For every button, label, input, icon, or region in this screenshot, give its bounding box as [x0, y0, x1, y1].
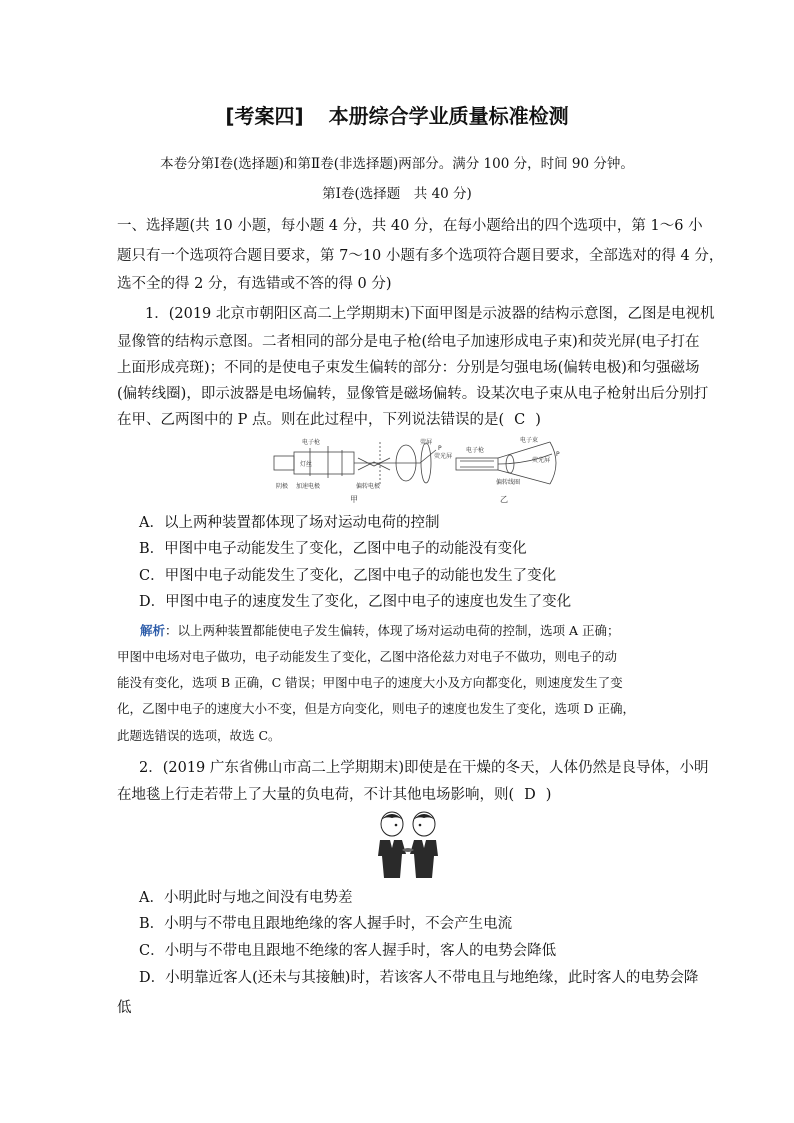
q1-analysis-line: 能没有变化，选项 B 正确，C 错误；甲图中电子的速度大小及方向都变化，则速度发生了变 — [117, 675, 623, 690]
q1-option-a: A．以上两种装置都体现了场对运动电荷的控制 — [139, 515, 440, 531]
jia-label-cathode: 阴极 — [276, 483, 289, 490]
jia-label-p: P — [438, 445, 442, 452]
q1-stem-line — [117, 410, 683, 430]
q1-analysis-line — [140, 622, 706, 640]
analysis-label: 解析 — [140, 623, 166, 638]
q2-option-a: A．小明此时与地之间没有电势差 — [139, 890, 353, 906]
q2-option-d-continued: 低 — [117, 1000, 132, 1016]
q2-stem-text: 在地毯上行走若带上了大量的负电荷，不计其他电场影响，则( — [117, 787, 515, 803]
title-bracket: [考案四] — [225, 104, 304, 128]
q2-stem-line: 2．(2019 广东省佛山市高二上学期期末)即使是在干燥的冬天，人体仍然是良导体，小明 — [139, 760, 709, 776]
instructions-line: 题只有一个选项符合题目要求，第 7～10 小题有多个选项符合题目要求，全部选对的得 4 分， — [117, 248, 724, 264]
q1-answer: C — [514, 412, 526, 428]
title-main: 本册综合学业质量标准检测 — [328, 104, 569, 128]
yi-label-coil: 偏转线圈 — [496, 479, 521, 486]
q1-option-c: C．甲图中电子动能发生了变化，乙图中电子的动能也发生了变化 — [139, 568, 557, 584]
q1-close-paren: ) — [535, 412, 541, 428]
q1-stem-line: (偏转线圈)，即示波器是电场偏转，显像管是磁场偏转。设某次电子束从电子枪射出后分别打 — [117, 386, 709, 402]
q1-stem-line: 上面形成亮斑)；不同的是使电子束发生偏转的部分：分别是匀强电场(偏转电极)和匀强磁场 — [117, 360, 700, 376]
handshake-illustration — [372, 810, 444, 880]
q1-figure — [270, 436, 570, 506]
yi-label-electron-gun: 电子枪 — [466, 447, 485, 454]
analysis-text: ：以上两种装置都能使电子发生偏转，体现了场对运动电荷的控制，选项 A 正确； — [165, 623, 620, 638]
figure-label-yi: 乙 — [500, 495, 508, 504]
jia-label-filament: 灯丝 — [300, 461, 313, 468]
jia-label-accel-electrode: 加速电极 — [296, 483, 321, 490]
instructions-line: 选不全的得 2 分，有选错或不答的得 0 分) — [117, 276, 392, 292]
yi-label-beam: 电子束 — [520, 437, 539, 444]
q1-stem-line: 显像管的结构示意图。二者相同的部分是电子枪(给电子加速形成电子束)和荧光屏(电子打在 — [117, 334, 700, 350]
page-title — [0, 100, 794, 129]
q1-stem-text: 在甲、乙两图中的 P 点。则在此过程中，下列说法错误的是( — [117, 412, 505, 428]
oscilloscope-diagram — [274, 442, 436, 484]
q2-stem-line — [117, 785, 683, 805]
jia-label-deflect-electrode: 偏转电极 — [356, 483, 381, 490]
figure-label-jia: 甲 — [350, 495, 358, 504]
instructions-line: 一、选择题(共 10 小题，每小题 4 分，共 40 分，在每小题给出的四个选项中，第 1～6 小 — [117, 218, 703, 234]
q1-analysis-line: 化，乙图中电子的速度大小不变，但是方向变化，则电子的速度也发生了变化，选项 D 正确， — [117, 701, 635, 716]
jia-label-fluorescent: 荧光屏 — [434, 453, 453, 460]
q1-analysis-line: 此题选错误的选项，故选 C。 — [117, 728, 281, 743]
q1-option-b: B．甲图中电子动能发生了变化，乙图中电子的动能没有变化 — [139, 541, 527, 557]
q1-option-d: D．甲图中电子的速度发生了变化，乙图中电子的速度也发生了变化 — [139, 594, 572, 610]
q2-option-d: D．小明靠近客人(还未与其接触)时，若该客人不带电且与地绝缘，此时客人的电势会降 — [139, 970, 699, 986]
q2-answer: D — [524, 787, 536, 803]
q2-option-c: C．小明与不带电且跟地不绝缘的客人握手时，客人的电势会降低 — [139, 943, 557, 959]
q2-option-b: B．小明与不带电且跟地绝缘的客人握手时，不会产生电流 — [139, 916, 513, 932]
q2-close-paren: ) — [545, 787, 552, 803]
q1-analysis-line: 甲图中电场对电子做功，电子动能发生了变化，乙图中洛伦兹力对电子不做功，则电子的动 — [117, 649, 618, 664]
q1-stem-line: 1．(2019 北京市朝阳区高二上学期期末)下面甲图是示波器的结构示意图，乙图是电视机 — [145, 306, 715, 322]
section-heading: 第Ⅰ卷(选择题 共 40 分) — [322, 186, 472, 202]
yi-label-screen: 荧光屏 — [532, 457, 551, 464]
jia-label-screen: 荧屏 — [420, 439, 433, 446]
yi-label-p: P — [556, 451, 560, 458]
exam-intro: 本卷分第Ⅰ卷(选择题)和第Ⅱ卷(非选择题)两部分。满分 100 分，时间 90 分钟。 — [160, 156, 634, 172]
jia-label-electron-gun: 电子枪 — [302, 439, 321, 446]
